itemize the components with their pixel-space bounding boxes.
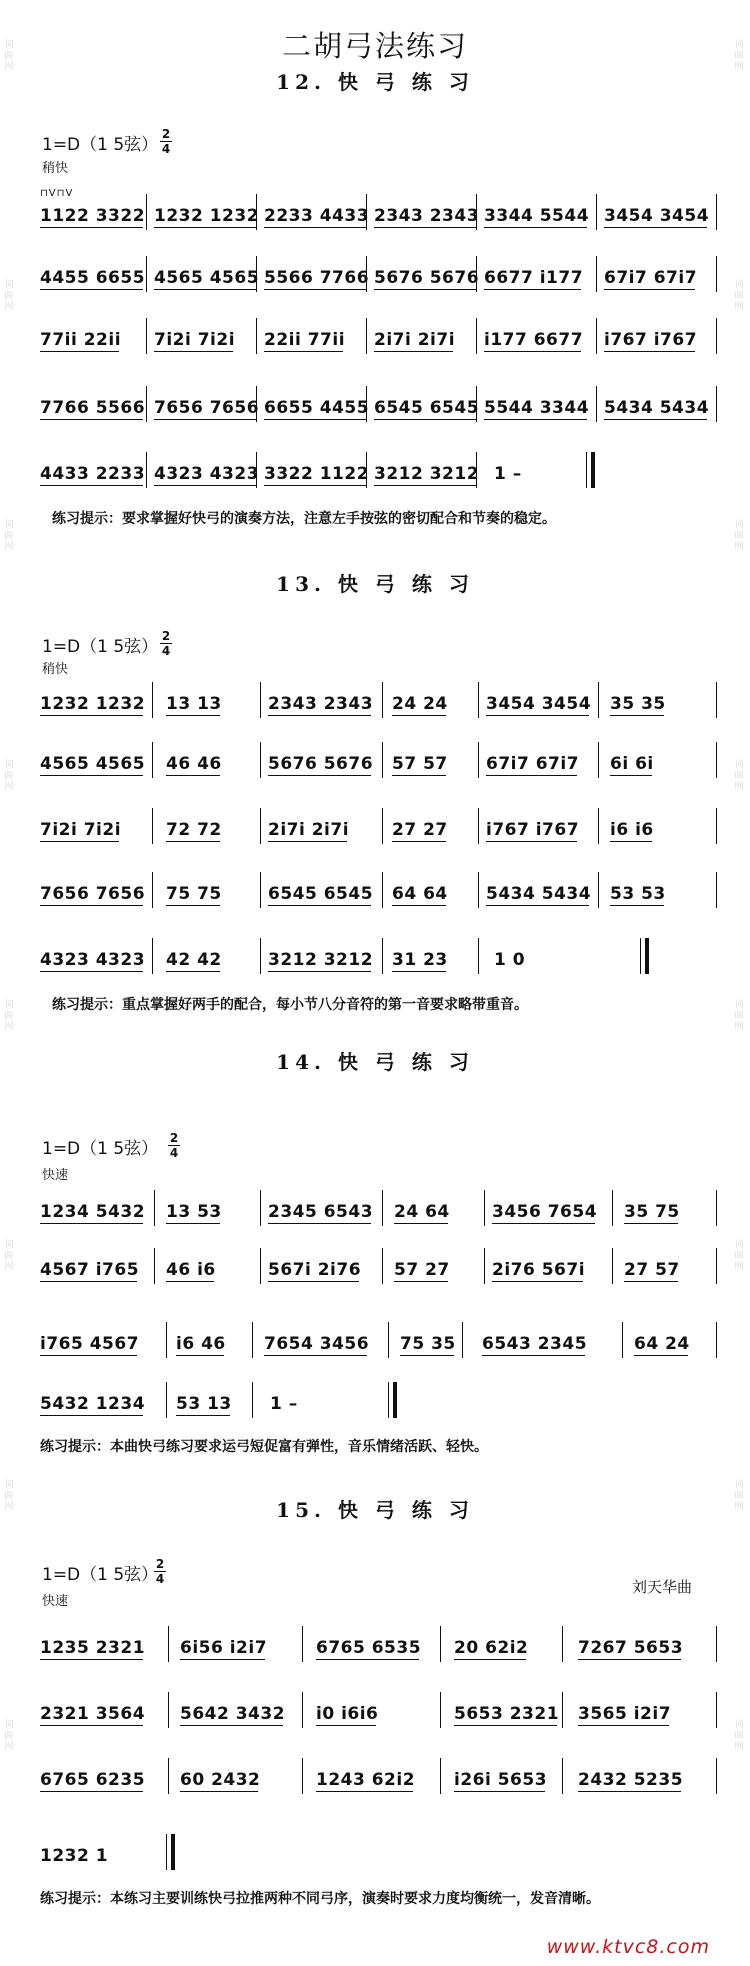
barline [366,256,367,292]
side-watermark: 词 曲 网 [4,520,14,552]
barline [146,318,147,354]
side-watermark: 词 曲 网 [734,520,744,552]
final-barline [640,938,651,974]
barline [366,452,367,488]
page-title: 二胡弓法练习 [281,29,468,63]
side-watermark: 词 曲 网 [734,40,744,72]
barline [716,256,717,292]
barline [152,808,153,844]
section-15-line-3: 6765 6235 60 2432 1243 62i2 i26i 5653 2432 5235 [38,1756,718,1796]
barline [366,318,367,354]
barline [716,1248,717,1284]
barline [476,318,477,354]
side-watermark: 词 曲 网 [734,760,744,792]
section-12-hint: 练习提示：要求掌握好快弓的演奏方法，注意左手按弦的密切配合和节奏的稳定。 [52,511,556,527]
barline [440,1626,441,1662]
barline [166,1382,167,1418]
barline [484,1190,485,1226]
side-watermark: 词 曲 网 [734,1240,744,1272]
section-14-time-signature: 2 4 [169,1131,179,1160]
barline [146,256,147,292]
composer-credit: 刘天华曲 [632,1578,693,1596]
barline [478,682,479,718]
side-watermark: 词 曲 网 [4,1000,14,1032]
barline [302,1758,303,1794]
barline [168,1692,169,1728]
section-13-line-4: 7656 7656 75 75 6545 6545 64 64 5434 5434 53 53 [38,870,718,910]
section-12-line-2: 4455 6655 4565 4565 5566 7766 5676 5676 6677 i177 67i7 67i7 [38,254,718,294]
barline [440,1692,441,1728]
section-12-line-3: 77ii 22ii 7i2i 7i2i 22ii 77ii 2i7i 2i7i i177 6677 i767 i767 [38,316,718,356]
barline [612,1190,613,1226]
barline [168,1626,169,1662]
section-13-hint: 练习提示：重点掌握好两手的配合，每小节八分音符的第一音要求略带重音。 [52,997,528,1013]
barline [152,682,153,718]
section-14-hint: 练习提示：本曲快弓练习要求运弓短促富有弹性，音乐情绪活跃、轻快。 [40,1439,488,1455]
barline [562,1692,563,1728]
section-15-line-2: 2321 3564 5642 3432 i0 i6i6 5653 2321 3565 i2i7 [38,1690,718,1730]
barline [256,318,257,354]
barline [366,386,367,422]
barline [478,872,479,908]
barline [146,386,147,422]
final-barline [388,1382,399,1418]
barline [256,386,257,422]
barline [716,1190,717,1226]
barline [302,1626,303,1662]
section-12-line-1: 1122 3322 1232 1232 2233 4433 2343 2343 3344 5544 3454 3454 [38,192,718,232]
barline [598,808,599,844]
barline [168,1758,169,1794]
barline [596,256,597,292]
barline [154,1190,155,1226]
section-12-tempo: 稍快 [42,161,69,176]
side-watermark: 词 曲 网 [734,280,744,312]
section-15-line-1: 1235 2321 6i56 i2i7 6765 6535 20 62i2 7267 5653 [38,1624,718,1664]
barline [596,194,597,230]
section-13-tempo: 稍快 [42,662,69,677]
right-watermark-strip [732,0,748,1966]
section-13-line-1: 1232 1232 13 13 2343 2343 24 24 3454 3454 35 35 [38,680,718,720]
side-watermark: 词 曲 网 [4,760,14,792]
barline [716,386,717,422]
barline [256,194,257,230]
barline [596,386,597,422]
section-13-line-5: 4323 4323 42 42 3212 3212 31 23 1 0 [38,936,718,976]
barline [716,1322,717,1358]
section-15-time-signature: 2 4 [155,1557,165,1586]
barline [152,938,153,974]
barline [382,808,383,844]
barline [260,938,261,974]
section-14-line-4: 5432 1234 53 13 1 – [38,1380,718,1420]
section-13-time-signature: 2 4 [161,629,171,658]
barline [440,1758,441,1794]
site-watermark: www.ktvc8.com [546,1936,710,1958]
barline [260,742,261,778]
side-watermark: 词 曲 网 [4,1480,14,1512]
section-15-heading: 15. 快 弓 练 习 [276,1498,474,1522]
barline [256,452,257,488]
barline [382,938,383,974]
barline [476,194,477,230]
barline [622,1322,623,1358]
barline [476,452,477,488]
barline [716,318,717,354]
barline [478,808,479,844]
section-13-heading: 13. 快 弓 练 习 [276,572,474,596]
barline [260,872,261,908]
section-12-line-5: 4433 2233 4323 4323 3322 1122 3212 3212 1 – [38,450,718,490]
side-watermark: 词 曲 网 [734,1000,744,1032]
barline [146,194,147,230]
barline [260,682,261,718]
barline [716,194,717,230]
barline [152,742,153,778]
barline [476,386,477,422]
barline [716,872,717,908]
section-12-heading: 12. 快 弓 练 习 [276,70,474,94]
barline [260,1190,261,1226]
section-13-line-3: 7i2i 7i2i 72 72 2i7i 2i7i 27 27 i767 i767 i6 i6 [38,806,718,846]
barline [598,682,599,718]
final-barline [166,1834,177,1870]
barline [716,1626,717,1662]
section-14-line-1: 1234 5432 13 53 2345 6543 24 64 3456 7654 35 75 [38,1188,718,1228]
side-watermark: 词 曲 网 [4,280,14,312]
left-watermark-strip [2,0,18,1966]
barline [388,1322,389,1358]
side-watermark: 词 曲 网 [4,40,14,72]
barline [154,1248,155,1284]
barline [598,872,599,908]
barline [260,1248,261,1284]
barline [716,682,717,718]
barline [302,1692,303,1728]
section-12-time-signature: 2 4 [161,127,171,156]
barline [478,938,479,974]
section-14-line-3: i765 4567 i6 46 7654 3456 75 35 6543 2345 64 24 [38,1320,718,1360]
barline [562,1758,563,1794]
final-barline [586,452,597,488]
barline [478,742,479,778]
section-15-key: 1=D（1 5弦） [42,1565,159,1585]
barline [382,742,383,778]
section-14-tempo: 快速 [42,1168,69,1183]
barline [382,682,383,718]
section-14-line-2: 4567 i765 46 i6 567i 2i76 57 27 2i76 567i 27 57 [38,1246,718,1286]
barline [366,194,367,230]
barline [462,1322,463,1358]
section-15-tempo: 快速 [42,1594,69,1609]
barline [166,1322,167,1358]
side-watermark: 词 曲 网 [4,1240,14,1272]
barline [612,1248,613,1284]
side-watermark: 词 曲 网 [4,1720,14,1752]
section-15-line-4: 1232 1 [38,1832,718,1872]
barline [382,1248,383,1284]
barline [256,256,257,292]
barline [716,742,717,778]
barline [716,808,717,844]
bowing-marks: ⊓V⊓V [40,188,74,199]
barline [146,452,147,488]
barline [382,872,383,908]
barline [252,1382,253,1418]
section-14-heading: 14. 快 弓 练 习 [276,1050,474,1074]
barline [484,1248,485,1284]
section-15-hint: 练习提示：本练习主要训练快弓拉推两种不同弓序，演奏时要求力度均衡统一，发音清晰。 [40,1891,600,1907]
barline [598,742,599,778]
barline [152,872,153,908]
section-13-key: 1=D（1 5弦） [42,637,159,657]
barline [260,808,261,844]
barline [382,1190,383,1226]
barline [476,256,477,292]
section-13-line-2: 4565 4565 46 46 5676 5676 57 57 67i7 67i7 6i 6i [38,740,718,780]
section-14-key: 1=D（1 5弦） [42,1139,159,1159]
section-12-key: 1=D（1 5弦） [42,135,159,155]
side-watermark: 词 曲 网 [734,1720,744,1752]
barline [716,1758,717,1794]
section-12-line-4: 7766 5566 7656 7656 6655 4455 6545 6545 5544 3344 5434 5434 [38,384,718,424]
side-watermark: 词 曲 网 [734,1480,744,1512]
barline [596,318,597,354]
barline [562,1626,563,1662]
barline [716,1692,717,1728]
barline [252,1322,253,1358]
